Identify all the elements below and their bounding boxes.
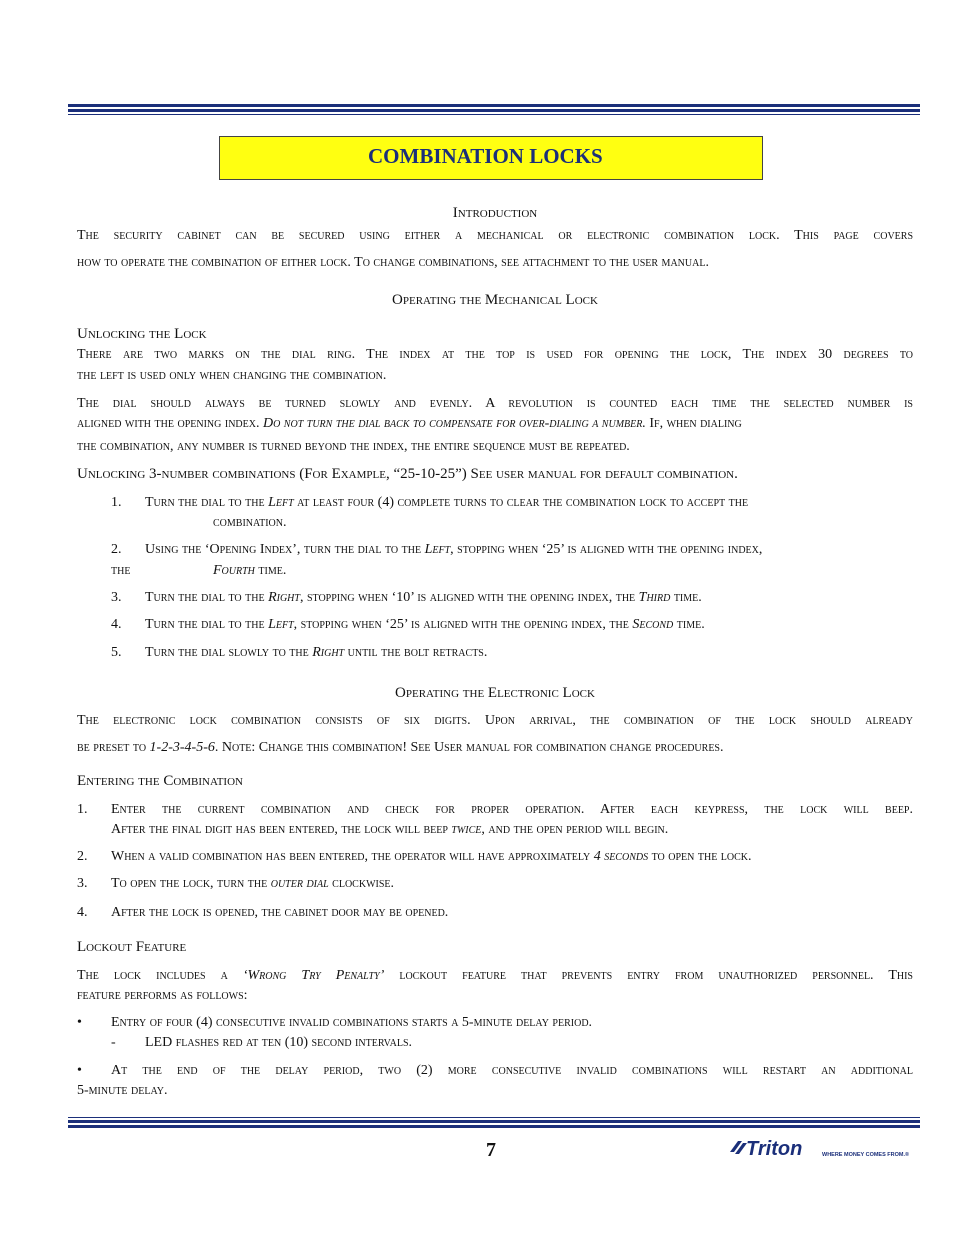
item-text: Enter the current combination and check for proper operation. After each keypress, the lock will beep. xyxy=(111,802,913,817)
step-text: Turn the dial slowly to the xyxy=(145,645,313,660)
page-title: COMBINATION LOCKS xyxy=(368,144,603,168)
footer-rule xyxy=(68,1117,920,1130)
mech-p1-line-1: There are two marks on the dial ring. The index at the top is used for opening the lock, The index 30 degrees to xyxy=(77,347,913,362)
step-text: Using the ‘Opening Index’, turn the dial to the xyxy=(145,542,425,557)
item-text: to open the lock. xyxy=(648,849,752,864)
step-text: , stopping when ‘25’ is aligned with the opening index, xyxy=(450,542,763,557)
lockout-p1-line-2: feature performs as follows: xyxy=(77,988,248,1003)
elec-p1-line-2 xyxy=(77,741,913,755)
unlocking-heading: Unlocking the Lock xyxy=(77,326,207,342)
mech-p2-warning: Do not turn the dial back to compensate for over-dialing a number. xyxy=(262,416,646,431)
bullet-text: Entry of four (4) consecutive invalid combinations starts a 5-minute delay period. xyxy=(111,1015,593,1030)
step-ordinal: Third xyxy=(638,590,671,605)
step-number: 2. xyxy=(111,542,122,557)
step-number: 4. xyxy=(111,617,122,632)
step-text: Turn the dial to the xyxy=(145,495,269,510)
step-direction: Left xyxy=(424,542,451,557)
step-text: until the bolt retracts. xyxy=(344,645,488,660)
lockout-heading: Lockout Feature xyxy=(77,939,187,955)
step-text: at least four (4) complete turns to clear the combination lock to accept the xyxy=(293,495,749,510)
logo-wordmark: Triton xyxy=(746,1138,803,1160)
item-emphasis: twice xyxy=(451,822,482,837)
electronic-heading: Operating the Electronic Lock xyxy=(395,685,595,701)
step-text: time. xyxy=(673,617,705,632)
dash-icon: - xyxy=(111,1035,116,1050)
entering-heading: Entering the Combination xyxy=(77,773,243,789)
item-text: When a valid combination has been entered, the operator will have approximately xyxy=(111,849,594,864)
step-direction: Left xyxy=(268,495,294,510)
step-ordinal: Second xyxy=(632,617,674,632)
item-number: 3. xyxy=(77,876,88,891)
mech-p2-line-2 xyxy=(77,417,913,431)
mech-p2-line-2a: aligned with the opening index. xyxy=(77,416,263,431)
step-text: Turn the dial to the xyxy=(145,617,269,632)
logo-tagline: WHERE MONEY COMES FROM.® xyxy=(822,1152,910,1158)
item-text: To open the lock, turn the xyxy=(111,876,271,891)
mech-p1-line-2: the left is used only when changing the combination. xyxy=(77,368,387,383)
item-number: 2. xyxy=(77,849,88,864)
item-text: After the final digit has been entered, the lock will beep xyxy=(111,822,452,837)
step-text: the xyxy=(111,563,131,578)
penalty-name: ‘Wrong Try Penalty’ xyxy=(242,968,385,983)
step-text: , stopping when ‘25’ is aligned with the opening index, the xyxy=(293,617,633,632)
step-direction: Left xyxy=(268,617,294,632)
bullet-text: LED flashes red at ten (10) second intervals. xyxy=(145,1035,413,1050)
step-number: 3. xyxy=(111,590,122,605)
elec-p1-line-1: The electronic lock combination consists of six digits. Upon arrival, the combination of the lock should already xyxy=(77,713,913,728)
bullet-text: At the end of the delay period, two (2) more consecutive invalid combinations will restart an additional xyxy=(111,1063,913,1078)
triton-logo-icon xyxy=(728,1136,918,1160)
item-text: After the lock is opened, the cabinet door may be opened. xyxy=(111,905,449,920)
default-combination: 1-2-3-4-5-6 xyxy=(149,740,215,755)
intro-line-1: The security cabinet can be secured using either a mechanical or electronic combination lock. This page covers xyxy=(77,228,913,243)
header-rule xyxy=(68,104,920,117)
three-number-heading: Unlocking 3-number combinations (For Example, “25-10-25”) See user manual for default combination. xyxy=(77,466,738,482)
item-number: 1. xyxy=(77,802,88,817)
intro-line-2: how to operate the combination of either lock. To change combinations, see attachment to the user manual. xyxy=(77,255,709,270)
item-emphasis: 4 seconds xyxy=(593,849,649,864)
triton-logo xyxy=(728,1136,918,1160)
step-text: Turn the dial to the xyxy=(145,590,269,605)
lockout-text: lockout feature that prevents entry from unauthorized personnel. This xyxy=(384,968,913,983)
item-text: , and the open period will begin. xyxy=(481,822,669,837)
step-direction: Right xyxy=(268,590,300,605)
mech-p2-line-1: The dial should always be turned slowly and evenly. A revolution is counted each time the selected number is xyxy=(77,396,913,411)
lockout-p1-line-1 xyxy=(77,969,913,983)
mechanical-heading: Operating the Mechanical Lock xyxy=(392,292,598,308)
step-text: combination. xyxy=(213,515,287,530)
step-number: 1. xyxy=(111,495,122,510)
lockout-text: The lock includes a xyxy=(77,968,243,983)
title-box xyxy=(219,136,763,180)
step-text: time. xyxy=(670,590,702,605)
item-number: 4. xyxy=(77,905,88,920)
bullet-icon: • xyxy=(77,1015,82,1030)
step-text: , stopping when ‘10’ is aligned with the opening index, the xyxy=(299,590,639,605)
mech-p2-line-3: the combination, any number is turned beyond the index, the entire sequence must be repeated. xyxy=(77,439,630,454)
step-number: 5. xyxy=(111,645,122,660)
elec-text: be preset to xyxy=(77,740,150,755)
page-number: 7 xyxy=(486,1139,496,1161)
step-ordinal: Fourth xyxy=(213,563,255,578)
bullet-icon: • xyxy=(77,1063,82,1078)
step-direction: Right xyxy=(312,645,345,660)
item-emphasis: outer dial xyxy=(270,876,329,891)
bullet-2-cont: 5-minute delay. xyxy=(77,1083,168,1098)
intro-heading: Introduction xyxy=(452,205,538,221)
item-text: clockwise. xyxy=(328,876,395,891)
mech-p2-line-2c: If, when dialing xyxy=(645,416,742,431)
elec-text: . Note: Change this combination! See User manual for combination change procedures. xyxy=(214,740,724,755)
step-text: time. xyxy=(254,563,287,578)
